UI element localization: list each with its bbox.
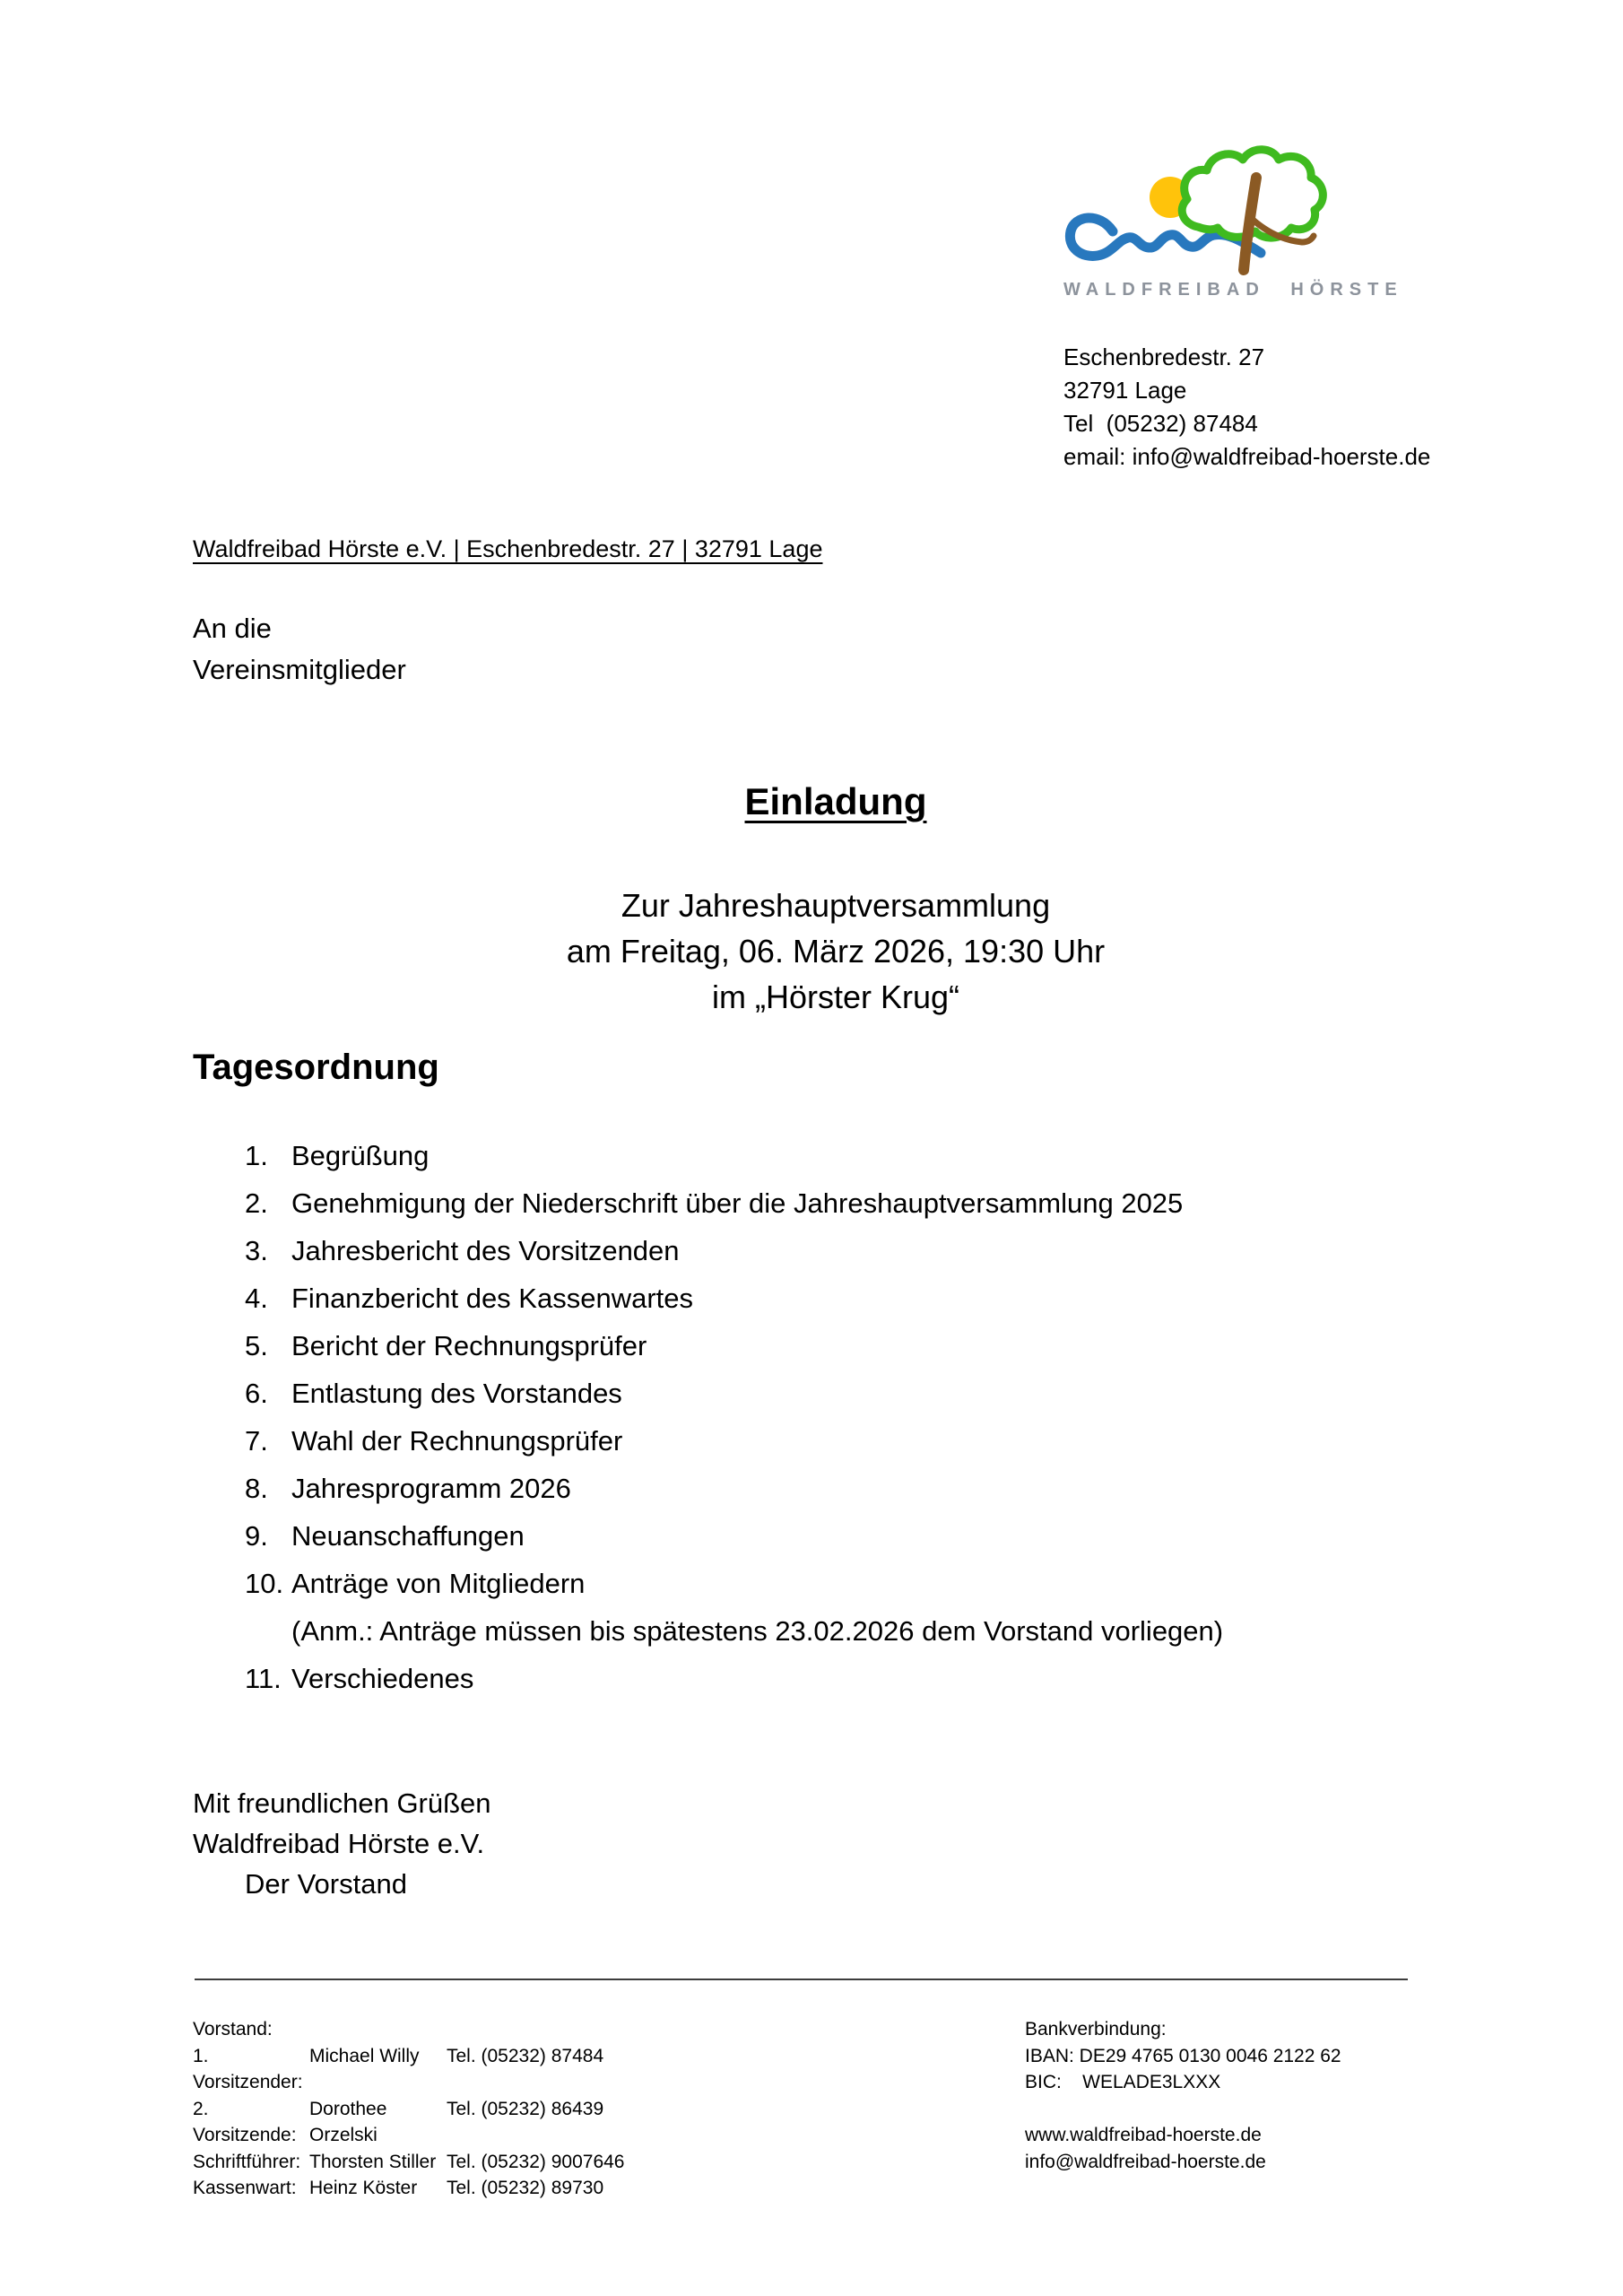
- event-details: [195, 883, 1477, 1020]
- address-line: Eschenbredestr. 27: [1063, 344, 1265, 370]
- footer-divider: [195, 1979, 1408, 1980]
- agenda-item: [245, 1465, 1410, 1512]
- board-name: Thorsten Stiller: [309, 2151, 437, 2172]
- logo: [1063, 142, 1403, 300]
- agenda-item-text: Jahresprogramm 2026: [291, 1473, 571, 1504]
- recipient-line: An die: [193, 613, 272, 644]
- agenda-item: [245, 1560, 1410, 1607]
- board-tel: Tel. (05232) 86439: [447, 2098, 604, 2119]
- spacer: [1025, 2096, 1341, 2123]
- address-line: 32791 Lage: [1063, 377, 1187, 404]
- recipient-line: Vereinsmitglieder: [193, 654, 406, 685]
- board-role: 1. Vorsitzender:: [193, 2045, 303, 2092]
- agenda-item-number: 3.: [245, 1235, 268, 1266]
- agenda-item: [245, 1417, 1410, 1465]
- event-line: Zur Jahreshauptversammlung: [621, 887, 1051, 924]
- agenda-heading: Tagesordnung: [193, 1048, 439, 1087]
- recipient-block: [193, 608, 406, 691]
- agenda-item-text: Anträge von Mitgliedern: [291, 1568, 586, 1599]
- agenda-item-text: Begrüßung: [291, 1140, 430, 1171]
- event-line: am Freitag, 06. März 2026, 19:30 Uhr: [566, 933, 1106, 970]
- agenda-note: (Anm.: Anträge müssen bis spätestens 23.02.2026 dem Vorstand vorliegen): [291, 1615, 1224, 1647]
- agenda-item-number: 2.: [245, 1187, 268, 1219]
- agenda-item-number: 1.: [245, 1140, 268, 1171]
- agenda-item: [245, 1132, 1410, 1179]
- event-line: im „Hörster Krug“: [711, 978, 960, 1015]
- sender-line: Waldfreibad Hörste e.V. | Eschenbredestr. 27 | 32791 Lage: [193, 535, 823, 562]
- agenda-item: [245, 1322, 1410, 1370]
- board-heading: Vorstand:: [193, 2019, 273, 2039]
- agenda-item-text: Verschiedenes: [291, 1663, 474, 1694]
- agenda-item-text: Genehmigung der Niederschrift über die Jahreshauptversammlung 2025: [291, 1187, 1184, 1219]
- address-block: [1063, 341, 1430, 474]
- agenda-item: [245, 1179, 1410, 1227]
- board-name: Dorothee Orzelski: [309, 2098, 387, 2145]
- agenda-item-number: 7.: [245, 1425, 268, 1457]
- agenda-item: [245, 1512, 1410, 1560]
- board-role: 2. Vorsitzende:: [193, 2098, 297, 2145]
- logo-graphic: [1063, 142, 1352, 276]
- board-tel: Tel. (05232) 89730: [447, 2178, 604, 2198]
- board-tel: Tel. (05232) 87484: [447, 2045, 604, 2066]
- agenda-item: [245, 1370, 1410, 1417]
- board-role: Schriftführer:: [193, 2151, 301, 2172]
- agenda-item-text: Wahl der Rechnungsprüfer: [291, 1425, 623, 1457]
- agenda-item-number: 5.: [245, 1330, 268, 1361]
- website-text: www.waldfreibad-hoerste.de: [1025, 2125, 1262, 2145]
- agenda-item-text: Bericht der Rechnungsprüfer: [291, 1330, 647, 1361]
- closing-line: Waldfreibad Hörste e.V.: [193, 1828, 485, 1859]
- agenda-item-number: 11.: [245, 1663, 282, 1694]
- bank-heading: Bankverbindung:: [1025, 2019, 1167, 2039]
- agenda-item-number: 6.: [245, 1378, 268, 1409]
- agenda-item-number: 4.: [245, 1283, 268, 1314]
- agenda-list: [245, 1132, 1410, 1702]
- agenda-item-text: Finanzbericht des Kassenwartes: [291, 1283, 694, 1314]
- agenda-item: [245, 1274, 1410, 1322]
- email-text: info@waldfreibad-hoerste.de: [1025, 2151, 1266, 2172]
- agenda-item-text: Jahresbericht des Vorsitzenden: [291, 1235, 680, 1266]
- address-line: email: info@waldfreibad-hoerste.de: [1063, 443, 1431, 470]
- agenda-item-text: Neuanschaffungen: [291, 1520, 525, 1552]
- board-role: Kassenwart:: [193, 2178, 297, 2198]
- agenda-item: [245, 1227, 1410, 1274]
- letter-title: Einladung: [744, 780, 927, 822]
- board-tel: Tel. (05232) 9007646: [447, 2151, 625, 2172]
- footer-bank-details: [1025, 2016, 1341, 2175]
- agenda-item-text: Entlastung des Vorstandes: [291, 1378, 622, 1409]
- agenda-item-number: 9.: [245, 1520, 268, 1552]
- agenda-item: [245, 1655, 1410, 1702]
- logo-wordmark: WALDFREIBAD HÖRSTE: [1063, 280, 1403, 300]
- closing-line: Mit freundlichen Grüßen: [193, 1787, 491, 1819]
- board-row: [193, 2175, 1448, 2202]
- bank-bic: BIC: WELADE3LXXX: [1025, 2072, 1221, 2092]
- agenda-item-number: 8.: [245, 1473, 268, 1504]
- board-name: Michael Willy: [309, 2045, 420, 2066]
- bank-iban: IBAN: DE29 4765 0130 0046 2122 62: [1025, 2045, 1341, 2066]
- agenda-item-number: 10.: [245, 1568, 284, 1599]
- address-line: Tel (05232) 87484: [1063, 410, 1258, 437]
- board-name: Heinz Köster: [309, 2178, 418, 2198]
- closing-line: Der Vorstand: [245, 1868, 407, 1900]
- closing-block: [193, 1783, 491, 1904]
